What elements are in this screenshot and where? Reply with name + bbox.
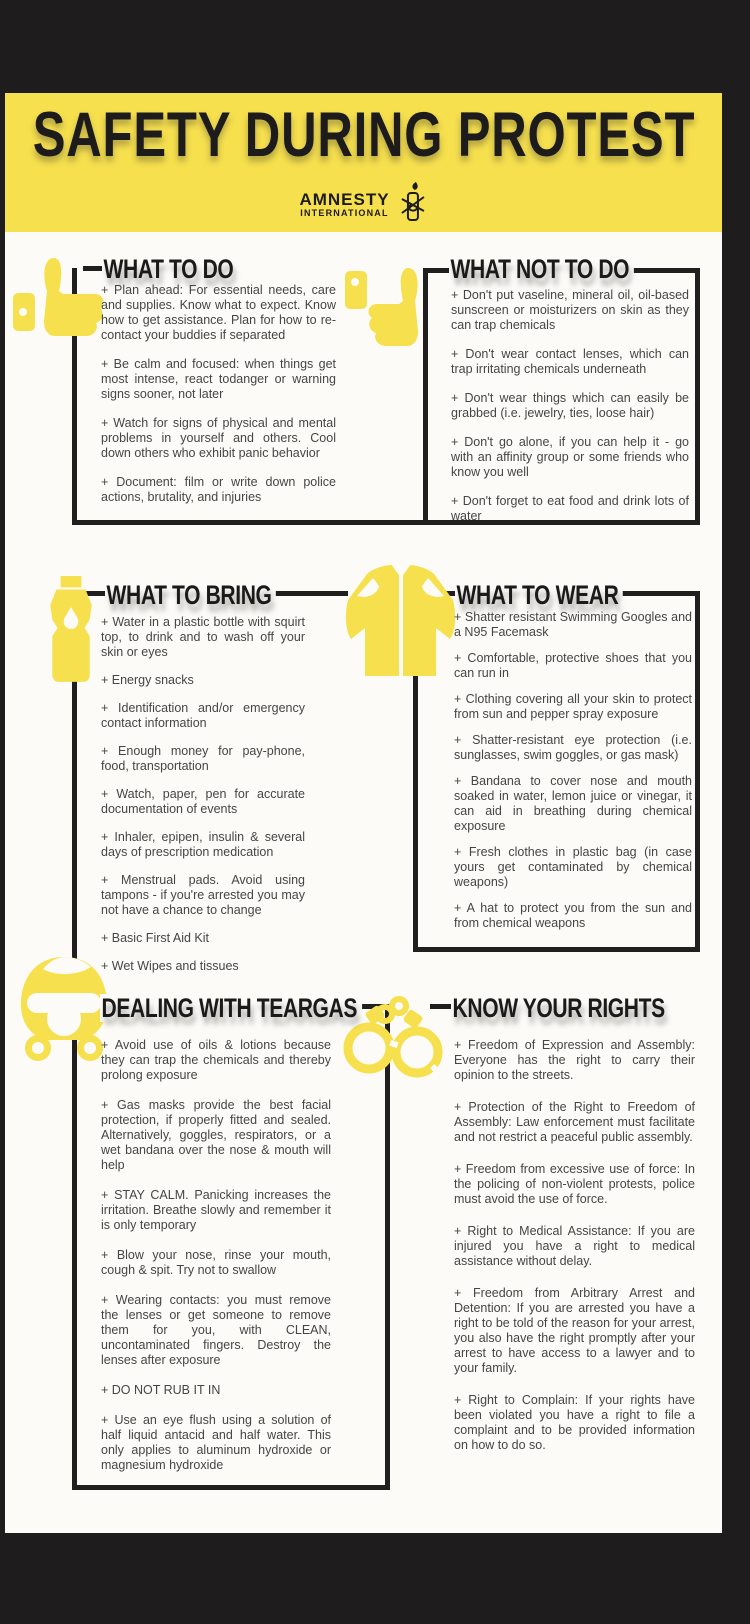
section-title-what-not-to-do: WHAT NOT TO DO <box>449 255 634 283</box>
bullet-item: + Don't wear contact lenses, which can trap irritating chemicals underneath <box>451 347 689 376</box>
section-title-what-to-wear: WHAT TO WEAR <box>455 581 623 609</box>
bullet-item: + Plan ahead: For essential needs, care and supplies. Know what to expect. Know how to get assistance. Plan for how to re-contact your buddies if separated <box>101 283 336 342</box>
bullet-item: + Shatter resistant Swimming Googles and a N95 Facemask <box>454 610 692 639</box>
bullet-item: + Freedom from Arbitrary Arrest and Detention: If you are arrested you have a right to be told of the reason for your arrest, you also have the right promptly after your arrest to have access to a lawyer and to your family. <box>454 1286 695 1375</box>
amnesty-logo <box>299 181 427 228</box>
thumbs-down-icon <box>345 256 449 356</box>
bullet-item: + Inhaler, epipen, insulin & several days of prescription medication <box>101 830 305 859</box>
bullet-item: + Right to Medical Assistance: If you are injured you have a right to medical assistance without delay. <box>454 1224 695 1268</box>
bullet-item: + Don't go alone, if you can help it - go with an affinity group or some friends who know you well <box>451 435 689 479</box>
bullet-item: + Document: film or write down police actions, brutality, and injuries <box>101 475 336 504</box>
logo-text-international: INTERNATIONAL <box>300 207 389 218</box>
bullet-item: + Bandana to cover nose and mouth soaked in water, lemon juice or vinegar, it can aid in breathing during chemical exposure <box>454 774 692 833</box>
bullet-item: + Don't put vaseline, mineral oil, oil-based sunscreen or moisturizers on skin as they can trap chemicals <box>451 288 689 332</box>
bullet-item: + Be calm and focused: when things get most intense, react todanger or warning signs sooner, not later <box>101 357 336 401</box>
bullet-item: + Don't forget to eat food and drink lots of water <box>451 494 689 523</box>
bullet-item: + A hat to protect you from the sun and from chemical weapons <box>454 901 692 930</box>
logo-text-amnesty: AMNESTY <box>299 189 390 209</box>
amnesty-candle-icon <box>398 181 428 228</box>
water-bottle-icon <box>43 576 99 689</box>
bullet-item: + Use an eye flush using a solution of half liquid antacid and half water. This only applies to aluminum hydroxide or magnesium hydroxide <box>101 1413 331 1472</box>
bullet-item: + Blow your nose, rinse your mouth, cough & spit. Try not to swallow <box>101 1248 331 1277</box>
bullet-item: + Energy snacks <box>101 673 194 687</box>
bullet-item: + Basic First Aid Kit <box>101 931 210 945</box>
bullet-item: + Gas masks provide the best facial protection, if properly fitted and sealed. Alternatively, goggles, respirators, or a wet bandana over the nose & mouth will help <box>101 1098 331 1172</box>
section-body-what-to-wear <box>454 610 692 942</box>
bullet-item: + STAY CALM. Panicking increases the irritation. Breathe slowly and remember it is only temporary <box>101 1188 331 1232</box>
bullet-item: + Identification and/or emergency contact information <box>101 701 305 730</box>
bullet-item: + Wet Wipes and tissues <box>101 959 239 973</box>
section-title-what-to-bring: WHAT TO BRING <box>105 581 276 609</box>
section-body-teargas <box>101 1038 331 1488</box>
section-title-know-your-rights: KNOW YOUR RIGHTS <box>451 994 669 1022</box>
bullet-item: + Avoid use of oils & lotions because they can trap the chemicals and thereby prolong exposure <box>101 1038 331 1082</box>
bullet-item: + Wearing contacts: you must remove the lenses or get someone to remove them for you, with CLEAN, uncontaminated fingers. Destroy the lenses after exposure <box>101 1293 331 1367</box>
bullet-item: + Right to Complain: If your rights have been violated you have a right to file a complaint and to be provided information on how to do so. <box>454 1393 695 1452</box>
bullet-item: + Clothing covering all your skin to protect from sun and pepper spray exposure <box>454 692 692 721</box>
page-title: SAFETY DURING PROTEST <box>32 100 695 170</box>
section-title-teargas: DEALING WITH TEARGAS <box>100 994 362 1022</box>
section-body-what-to-bring <box>101 615 305 987</box>
bullet-item: + Watch for signs of physical and mental problems in yourself and others. Cool down others who exhibit panic behavior <box>101 416 336 460</box>
bullet-item: + Protection of the Right to Freedom of Assembly: Law enforcement must facilitate and not restrict a peaceful public assembly. <box>454 1100 695 1144</box>
header-band <box>5 93 722 232</box>
section-body-what-to-do <box>101 283 336 519</box>
bullet-item: + Comfortable, protective shoes that you can run in <box>454 651 692 680</box>
section-title-what-to-do: WHAT TO DO <box>102 255 238 283</box>
bullet-item: + Shatter-resistant eye protection (i.e. sunglasses, swim goggles, or gas mask) <box>454 733 692 762</box>
bullet-item: + Don't wear things which can easily be grabbed (i.e. jewelry, ties, loose hair) <box>451 391 689 420</box>
bullet-item: + Enough money for pay-phone, food, transportation <box>101 744 305 773</box>
bullet-item: + Fresh clothes in plastic bag (in case yours get contaminated by chemical weapons) <box>454 845 692 889</box>
bullet-item: + Watch, paper, pen for accurate documentation of events <box>101 787 305 816</box>
section-body-know-your-rights <box>454 1038 695 1470</box>
bullet-item: + Freedom of Expression and Assembly: Everyone has the right to carry their opinion to the streets. <box>454 1038 695 1082</box>
bullet-item: + DO NOT RUB IT IN <box>101 1383 221 1397</box>
bullet-item: + Menstrual pads. Avoid using tampons - if you're arrested you may not have a chance to change <box>101 873 305 917</box>
jacket-icon <box>343 556 458 693</box>
bullet-item: + Water in a plastic bottle with squirt top, to drink and to wash off your skin or eyes <box>101 615 305 659</box>
section-body-what-not-to-do <box>451 288 689 538</box>
poster-sheet <box>5 93 722 1533</box>
bullet-item: + Freedom from excessive use of force: In the policing of non-violent protests, police must avoid the use of force. <box>454 1162 695 1206</box>
